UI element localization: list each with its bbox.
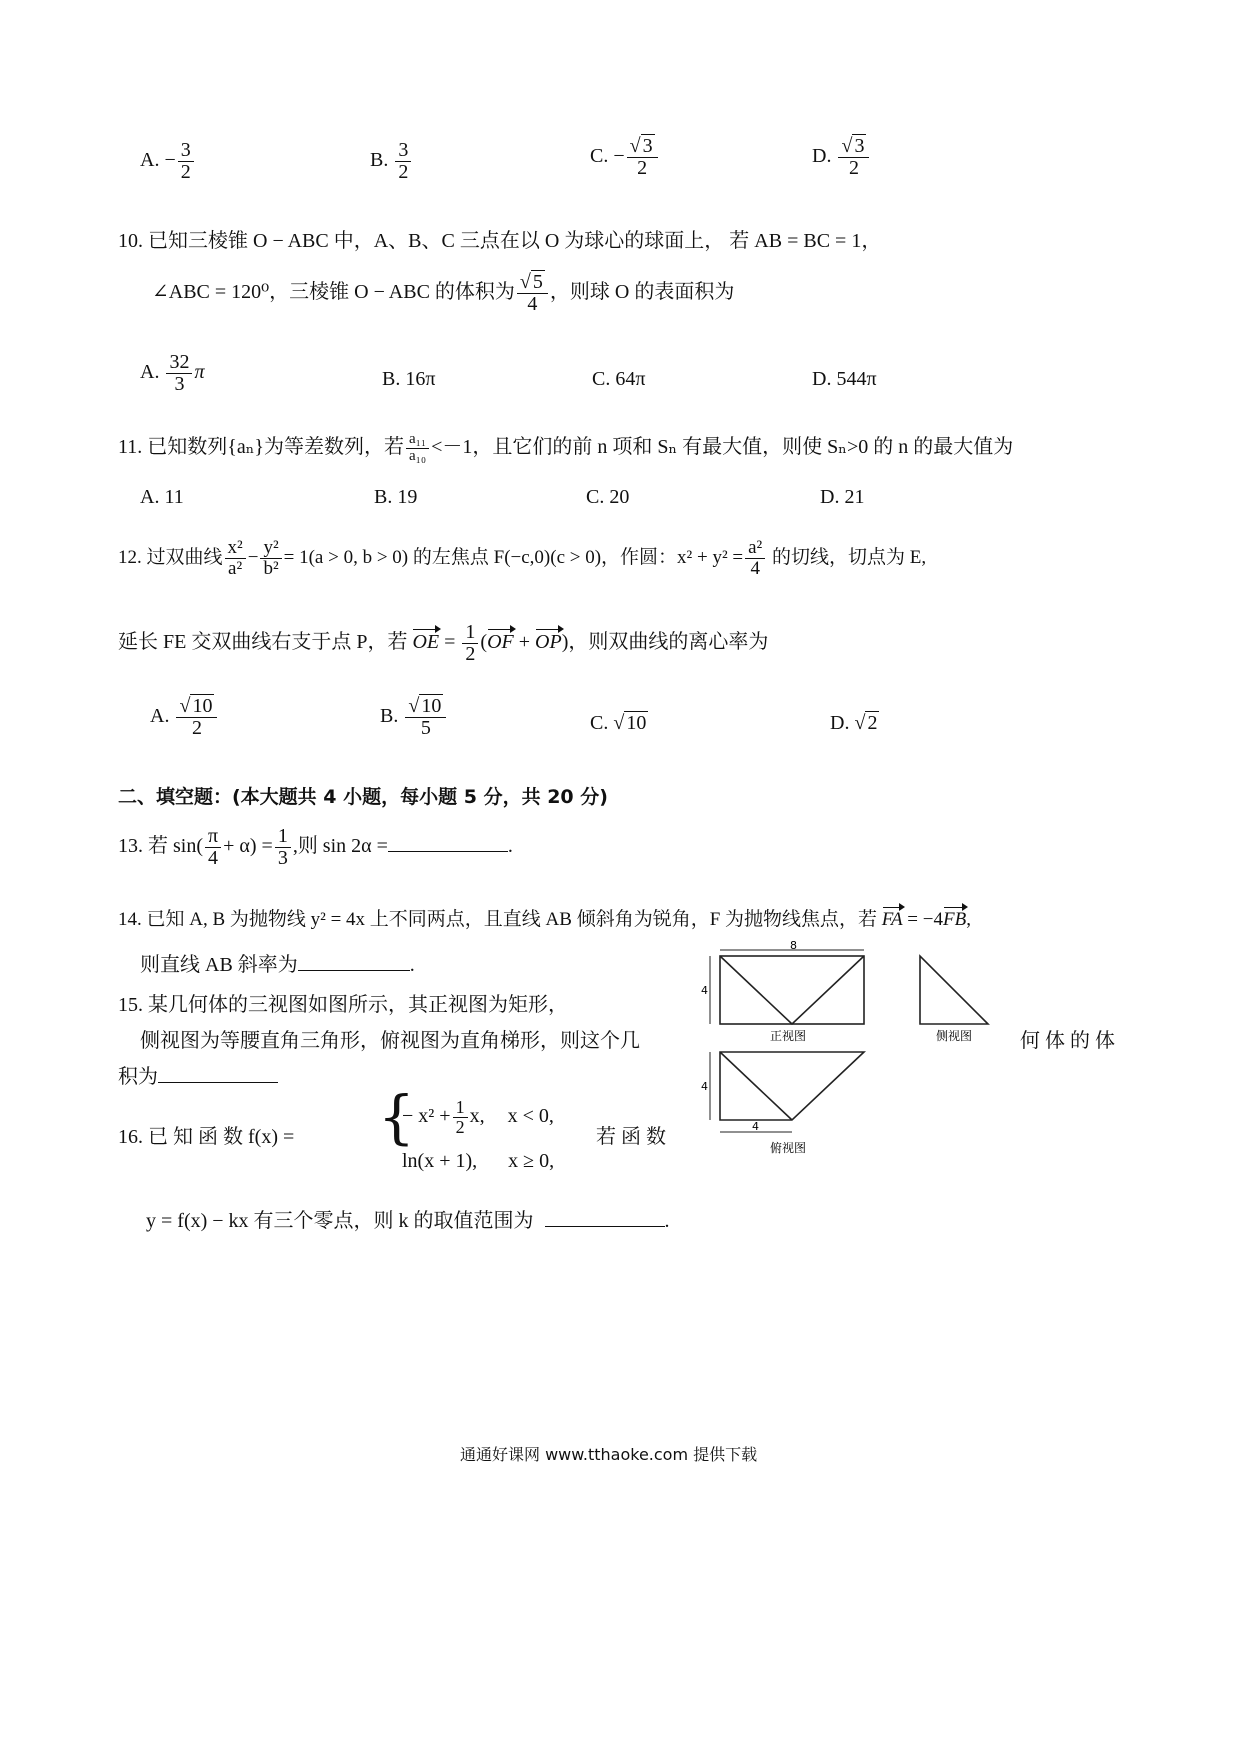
q12-mid: = 1(a > 0, b > 0) 的左焦点 F(−c,0)(c > 0)，作圆：x² + y² = — [283, 546, 744, 568]
denominator: 5 — [420, 717, 431, 739]
numerator: x² — [225, 538, 246, 559]
case1-var: x, — [469, 1104, 485, 1127]
denominator: a² — [228, 557, 243, 579]
top-view — [701, 1052, 864, 1155]
q16-suffix: 若 函 数 — [596, 1126, 666, 1148]
q13-prefix: 13. 若 sin( — [118, 835, 203, 858]
radicand: 10 — [421, 695, 442, 717]
numerator: 3 — [178, 140, 194, 162]
top-diagonal — [720, 1052, 792, 1120]
pi-symbol: π — [194, 361, 205, 384]
option-label: C. — [590, 712, 609, 734]
option-value: 544π — [836, 368, 877, 390]
fraction — [176, 696, 217, 739]
numerator: 1 — [462, 622, 478, 644]
numerator: 3 — [395, 140, 411, 162]
period: . — [664, 1210, 670, 1232]
q12-option-b — [380, 696, 448, 739]
option-label: A. — [140, 361, 160, 384]
section-heading: 二、填空题：(本大题共 4 小题，每小题 5 分，共 20 分) — [118, 786, 608, 808]
sign: − — [164, 149, 176, 172]
denominator: 3 — [277, 847, 288, 869]
numerator: √ 3 — [627, 136, 658, 158]
radicand: 10 — [192, 695, 213, 717]
operator: = — [439, 631, 461, 654]
q10-line2 — [152, 272, 734, 315]
operator: − — [247, 546, 259, 568]
fraction — [627, 136, 658, 179]
top-trapezoid — [720, 1052, 864, 1120]
front-rectangle — [720, 956, 864, 1024]
dimension-label: 4 — [701, 1080, 708, 1093]
denominator: 2 — [465, 643, 476, 665]
paren: ( — [480, 631, 488, 654]
q11-suffix: <－1，且它们的前 n 项和 Sₙ 有最大值，则使 Sₙ>0 的 n 的最大值为 — [431, 436, 1014, 458]
q12-tail: 的切线，切点为 E, — [767, 546, 927, 568]
fraction — [225, 538, 246, 579]
numerator: π — [205, 826, 221, 848]
q9-option-a — [140, 140, 196, 183]
dimension-label: 8 — [790, 940, 797, 952]
q12-option-d: D. √ 2 — [830, 712, 878, 734]
denominator: 4 — [208, 847, 219, 869]
q16-prefix: 16. 已 知 函 数 f(x) = — [118, 1126, 295, 1148]
q15-line2: 侧视图为等腰直角三角形，俯视图为直角梯形，则这个几 — [140, 1030, 640, 1052]
option-label: B. — [370, 149, 389, 172]
q12-option-c: C. √ 10 — [590, 712, 647, 734]
answer-blank[interactable] — [545, 1226, 665, 1227]
q16-text: y = f(x) − kx 有三个零点，则 k 的取值范围为 — [146, 1210, 534, 1232]
answer-blank[interactable] — [298, 970, 410, 971]
option-label: D. — [812, 145, 832, 168]
denominator: 2 — [191, 717, 202, 739]
numerator: 1 — [453, 1098, 468, 1118]
operator: + — [513, 631, 536, 654]
q11-option-b: B. 19 — [374, 486, 418, 508]
case1-condition: x < 0, — [507, 1104, 554, 1127]
numerator: √ 10 — [405, 696, 446, 718]
q14-text-a: 14. 已知 A, B 为抛物线 y² = 4x 上不同两点，且直线 AB 倾斜角为锐角，F 为抛物线焦点，若 — [118, 909, 882, 930]
fraction — [838, 136, 869, 179]
vector-oe: OE — [412, 631, 440, 654]
q11-option-d: D. 21 — [820, 486, 865, 508]
denominator: a₁₀ — [409, 447, 427, 464]
sign: − — [613, 145, 625, 168]
period: . — [507, 835, 513, 858]
option-label: A. — [140, 149, 160, 172]
fraction — [405, 696, 446, 739]
q12-option-a — [150, 696, 219, 739]
q11-prefix: 11. 已知数列{aₙ}为等差数列，若 — [118, 436, 404, 458]
denominator: 4 — [750, 557, 760, 579]
fraction — [395, 140, 411, 183]
numerator: y² — [260, 538, 281, 559]
comma: , — [966, 909, 971, 930]
q15-text: 积为 — [118, 1066, 158, 1088]
denominator: 2 — [180, 161, 191, 183]
option-value: 64π — [615, 368, 646, 390]
denominator: 2 — [637, 157, 648, 179]
fraction — [260, 538, 281, 579]
q10-option-d — [812, 368, 877, 391]
side-view — [920, 956, 988, 1043]
three-view-figure — [700, 940, 1010, 1170]
q12-line1 — [118, 538, 926, 579]
fraction — [205, 826, 221, 869]
q13-suffix: ,则 sin 2α = — [292, 835, 388, 858]
vector-fb: FB — [942, 909, 967, 930]
ratio-fraction — [406, 432, 429, 465]
front-view-caption: 正视图 — [770, 1029, 807, 1043]
q12-line2 — [118, 622, 768, 665]
q14-mid: = −4 — [902, 909, 943, 930]
q13-line — [118, 826, 513, 869]
paren: ) — [561, 631, 569, 654]
volume-fraction — [517, 272, 548, 315]
denominator: 3 — [174, 373, 185, 395]
dimension-label: 4 — [752, 1120, 759, 1133]
numerator: √ 10 — [176, 696, 217, 718]
q12-text-a: 延长 FE 交双曲线右支于点 P，若 — [118, 631, 413, 654]
radicand: 10 — [626, 712, 647, 734]
q10-text-b: ，则球 O 的表面积为 — [549, 281, 735, 304]
radicand: 3 — [854, 135, 865, 157]
brace: { — [378, 1083, 415, 1151]
numerator: √ 5 — [517, 272, 548, 294]
q12-prefix: 12. 过双曲线 — [118, 546, 223, 568]
option-label: B. — [382, 368, 401, 390]
option-label: D. — [830, 712, 850, 734]
q16-case1 — [402, 1098, 554, 1137]
answer-blank[interactable] — [388, 851, 508, 852]
option-label: C. — [592, 368, 611, 390]
footer: 通通好课网 www.tthaoke.com 提供下载 — [460, 1445, 758, 1464]
fraction — [178, 140, 194, 183]
q10-option-b — [382, 368, 435, 391]
side-triangle — [920, 956, 988, 1024]
half-fraction — [462, 622, 478, 665]
front-view — [701, 940, 864, 1043]
option-label: A. — [150, 705, 170, 728]
fraction — [453, 1098, 468, 1137]
front-edges — [720, 956, 864, 1024]
q14-line1 — [118, 904, 971, 931]
case2-condition: x ≥ 0, — [508, 1150, 555, 1172]
numerator: a² — [745, 538, 765, 559]
q11-option-c: C. 20 — [586, 486, 630, 508]
q12-text-b: ，则双曲线的离心率为 — [568, 631, 769, 654]
top-view-caption: 俯视图 — [770, 1141, 807, 1155]
denominator: 2 — [455, 1116, 465, 1137]
vector-of: OF — [487, 631, 514, 654]
q10-option-c — [592, 368, 645, 391]
numerator: a₁₁ — [406, 432, 429, 449]
denominator: 2 — [848, 157, 859, 179]
q9-option-c — [590, 136, 660, 179]
denominator: b² — [263, 557, 279, 579]
radicand: 5 — [532, 271, 543, 293]
q15-line2-tail: 何 体 的 体 — [1020, 1030, 1115, 1052]
fraction — [745, 538, 765, 579]
numerator: √ 3 — [838, 136, 869, 158]
q16-line2 — [146, 1204, 670, 1233]
q16-case2 — [402, 1150, 554, 1173]
radicand: 3 — [642, 135, 653, 157]
period: . — [409, 954, 415, 976]
q15-line3 — [118, 1060, 278, 1089]
q9-option-b — [370, 140, 413, 183]
fraction — [166, 352, 192, 395]
option-label: D. — [812, 368, 832, 390]
option-label: C. — [590, 145, 609, 168]
q10-line1: 10. 已知三棱锥 O − ABC 中，A、B、C 三点在以 O 为球心的球面上， 若 AB = BC = 1， — [118, 230, 882, 252]
denominator: 4 — [527, 293, 538, 315]
radicand: 2 — [867, 712, 878, 734]
numerator: 1 — [275, 826, 291, 848]
q14-text-b: 则直线 AB 斜率为 — [140, 954, 298, 976]
side-view-caption: 侧视图 — [936, 1029, 973, 1043]
numerator: 32 — [166, 352, 192, 374]
q9-option-d — [812, 136, 871, 179]
case1-expr: − x² + — [402, 1104, 451, 1127]
q10-text-a: ∠ABC = 120⁰，三棱锥 O − ABC 的体积为 — [152, 281, 515, 304]
case2-expr: ln(x + 1), — [402, 1150, 478, 1172]
q10-option-a — [140, 352, 204, 395]
vector-op: OP — [535, 631, 562, 654]
q11-line — [118, 430, 1013, 465]
dimension-label: 4 — [701, 984, 708, 997]
fraction — [275, 826, 291, 869]
option-label: B. — [380, 705, 399, 728]
q15-line1: 15. 某几何体的三视图如图所示，其正视图为矩形， — [118, 994, 568, 1016]
q11-option-a: A. 11 — [140, 486, 184, 508]
q13-mid: + α) = — [223, 835, 273, 858]
option-value: 16π — [405, 368, 436, 390]
q14-line2 — [140, 948, 415, 977]
vector-fa: FA — [881, 909, 903, 930]
denominator: 2 — [398, 161, 409, 183]
answer-blank[interactable] — [158, 1082, 278, 1083]
